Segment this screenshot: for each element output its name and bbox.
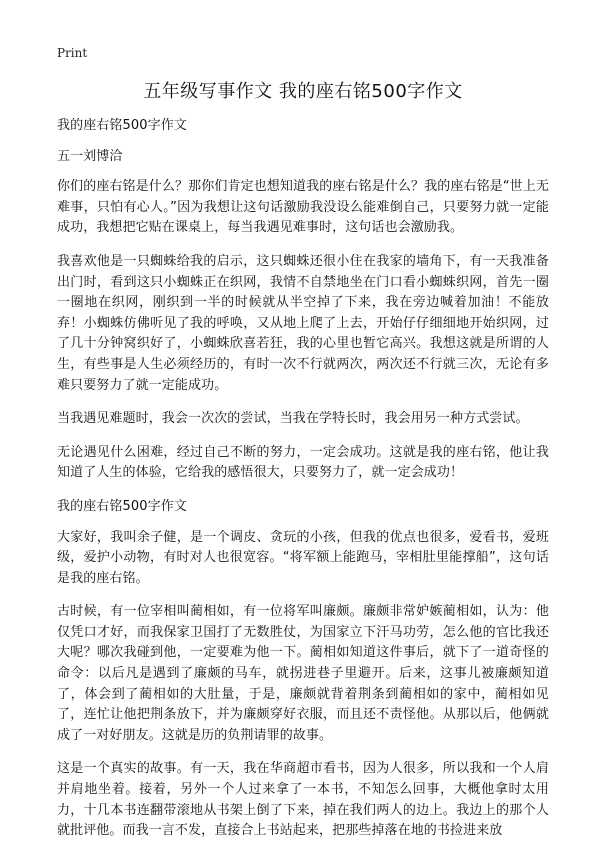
section-heading: 我的座右铭500字作文 [57, 498, 187, 514]
author-line: 五一刘博洽 [57, 148, 123, 164]
section-heading: 我的座右铭500字作文 [57, 118, 187, 133]
paragraph: 你们的座右铭是什么？那你们肯定也想知道我的座右铭是什么？我的座右铭是“世上无难事，只怕有心人。”因为我想让这句话激励我没设么能难倒自己，只要努力就一定能成功，我想把它贴在课桌上，每当我遇见难事时，这句话也会激励我。 [57, 179, 549, 236]
paragraph: 这是一个真实的故事。有一天，我在华商超市看书，因为人很多，所以我和一个人肩并肩地坐着。接着，另外一个人过来拿了一本书，不知怎么回事，大概他拿时太用力，十几本书连翻带滚地从书架上倒了下来，掉在我们两人的边上。我边上的那个人就批评他。而我一言不发，直接合上书站起来，把那些掉落在地的书捡进来放 [57, 761, 549, 839]
paragraph: 古时候，有一位宰相叫蔺相如，有一位将军叫廉颇。廉颇非常妒嫉蔺相如，认为：他仅凭口才好，而我保家卫国打了无数胜仗，为国家立下汗马功劳，怎么他的官比我还大呢？哪次我碰到他，一定要难为他一下。蔺相如知道这件事后，就下了一道奇怪的命令：以后凡是遇到了廉颇的马车，就拐进巷子里避开。后来，这事儿被廉颇知道了，体会到了蔺相如的大肚量，于是，廉颇就背着荆条到蔺相如的家中，蔺相如见了，连忙让他把荆条放下，并为廉颇穿好衣服，而且还不责怪他。从那以后，他俩就成了一对好朋友。这就是历的负荆请罪的故事。 [57, 604, 549, 743]
paragraph: 无论遇见什么困难，经过自己不断的努力，一定会成功。这就是我的座右铭，他让我知道了人生的体验，它给我的感悟很大，只要努力了，就一定会成功！ [57, 444, 549, 481]
paragraph: 大家好，我叫余子健，是一个调皮、贪玩的小孩，但我的优点也很多，爱看书，爱班级，爱护小动物，有时对人也很宽容。“将军额上能跑马，宰相肚里能撑船”，这句话是我的座右铭。 [57, 529, 549, 586]
paragraph: 我喜欢他是一只蜘蛛给我的启示，这只蜘蛛还很小住在我家的墙角下，有一天我准备出门时，看到这只小蜘蛛正在织网，我情不自禁地坐在门口看小蜘蛛织网，首先一圈一圈地在织网，刚织到一半的时候就从半空掉了下来，我在旁边喊着加油！不能放弃！小蜘蛛仿佛听见了我的呼唤，又从地上爬了上去，开始仔仔细细地开始织网，过了几十分钟窝织好了，小蜘蛛欣喜若狂，我的心里也暂它高兴。我想这就是所谓的人生，有些事是人生必须经历的，有时一次不行就两次，两次还不行就三次，无论有多难只要努力了就一定能成功。 [57, 253, 549, 393]
document-title: 五年级写事作文 我的座右铭500字作文 [143, 81, 463, 102]
document-body [57, 116, 549, 855]
print-link[interactable]: Print [57, 46, 88, 60]
paragraph: 当我遇见难题时，我会一次次的尝试，当我在学特长时，我会用另一种方式尝试。 [57, 411, 529, 427]
